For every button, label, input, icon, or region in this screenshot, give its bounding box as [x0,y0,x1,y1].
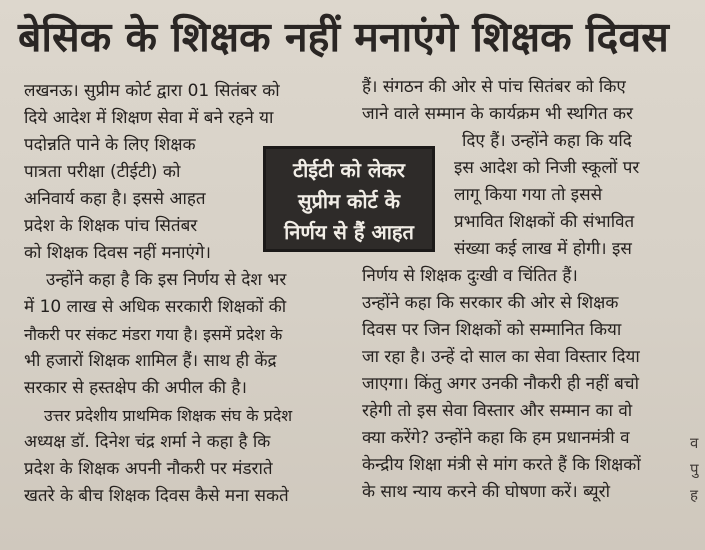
body-line: दिये आदेश में शिक्षण सेवा में बने रहने या [24,108,274,128]
body-line: में 10 लाख से अधिक सरकारी शिक्षकों की [24,297,287,317]
body-line: पदोन्नति पाने के लिए शिक्षक [24,135,196,155]
body-line: दिए हैं। उन्होंने कहा कि यदि [462,131,632,151]
headline: बेसिक के शिक्षक नहीं मनाएंगे शिक्षक दिवस [18,13,669,61]
body-line: लखनऊ। सुप्रीम कोर्ट द्वारा 01 सितंबर को [24,81,280,101]
body-line: प्रदेश के शिक्षक पांच सितंबर [24,216,198,236]
body-line: को शिक्षक दिवस नहीं मनाएंगे। [24,243,211,263]
body-line: उत्तर प्रदेशीय प्राथमिक शिक्षक संघ के प्रदेश [44,406,293,425]
adjacent-column-fragment [690,430,705,510]
body-line: अनिवार्य कहा है। इससे आहत [24,189,206,209]
body-line: निर्णय से शिक्षक दुःखी व चिंतित हैं। [362,266,578,286]
body-line: रहेगी तो इस सेवा विस्तार और सम्मान का वो [362,401,633,421]
edge-char: पु [690,460,699,478]
edge-char: ह [690,486,698,504]
body-line: के साथ न्याय करने की घोषणा करें। ब्यूरो [362,482,611,502]
edge-char: व [690,434,699,452]
body-line: जाने वाले सम्मान के कार्यक्रम भी स्थगित कर [362,104,633,124]
article-column-1 [24,78,346,510]
body-line: जाएगा। किंतु अगर उनकी नौकरी ही नहीं बचो [362,374,639,394]
body-line: पात्रता परीक्षा (टीईटी) को [24,162,181,182]
pull-quote-line: निर्णय से हैं आहत [284,220,414,244]
body-line: सरकार से हस्तक्षेप की अपील की है। [24,378,247,398]
body-line: प्रभावित शिक्षकों की संभावित [454,212,635,232]
body-line: उन्होंने कहा है कि इस निर्णय से देश भर [46,270,287,290]
body-line: क्या करेंगे? उन्होंने कहा कि हम प्रधानमंत्री व [362,428,630,448]
article-column-2 [362,74,684,506]
body-line: नौकरी पर संकट मंडरा गया है। इसमें प्रदेश के [24,325,283,344]
body-line: भी हजारों शिक्षक शामिल हैं। साथ ही केंद्र [24,351,277,371]
body-line: प्रदेश के शिक्षक अपनी नौकरी पर मंडराते [24,459,273,479]
body-line: दिवस पर जिन शिक्षकों को सम्मानित किया [362,320,622,340]
body-line: संख्या कई लाख में होगी। इस [454,239,632,259]
body-line: उन्होंने कहा कि सरकार की ओर से शिक्षक [362,293,619,313]
body-line: लागू किया गया तो इससे [454,185,603,205]
pull-quote-line: सुप्रीम कोर्ट के [298,189,400,213]
body-line: केन्द्रीय शिक्षा मंत्री से मांग करते हैं कि शिक्षकों [362,455,641,475]
body-line: इस आदेश को निजी स्कूलों पर [454,158,640,178]
body-line: हैं। संगठन की ओर से पांच सितंबर को किए [362,77,626,97]
body-line: खतरे के बीच शिक्षक दिवस कैसे मना सकते [24,486,289,506]
body-line: जा रहा है। उन्हें दो साल का सेवा विस्तार दिया [362,347,640,367]
pull-quote-line: टीईटी को लेकर [293,158,405,182]
body-line: अध्यक्ष डॉ. दिनेश चंद्र शर्मा ने कहा है कि [24,432,271,452]
